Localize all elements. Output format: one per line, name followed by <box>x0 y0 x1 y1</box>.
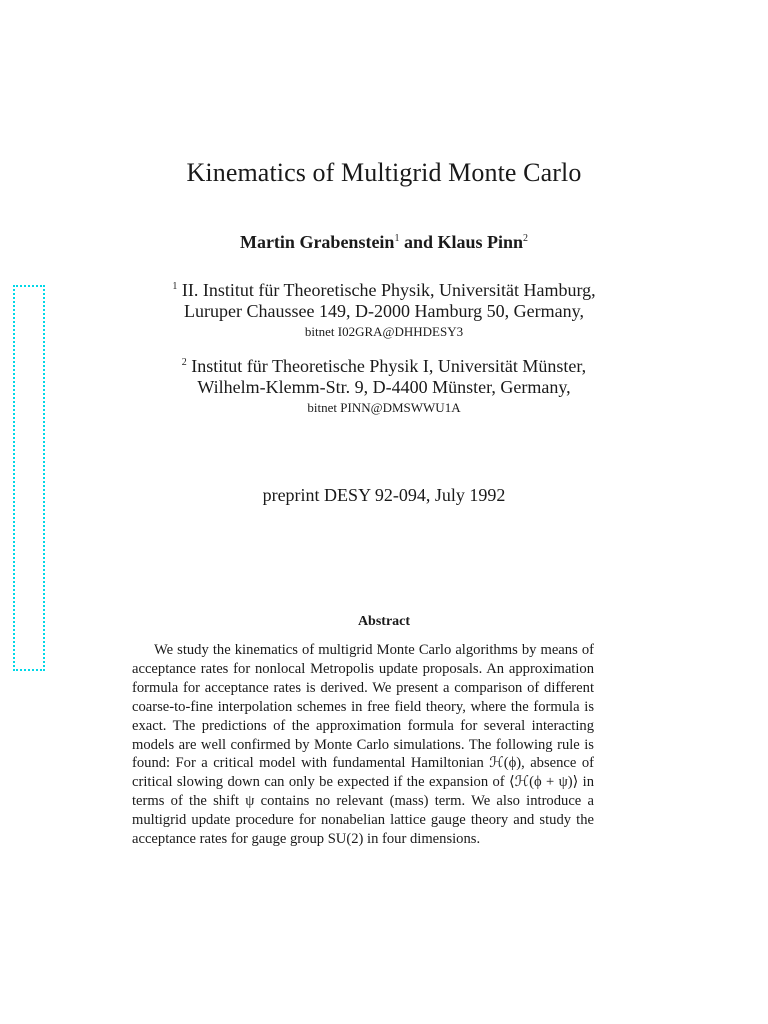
abstract-text: We study the kinematics of multigrid Monte Carlo algorithms by means of acceptance rates for nonlocal Metropolis update proposals. An approximation formula for acceptance rates is derived. We present a comparison of different coarse-to-fine interpolation schemes in free field theory, where the formula is exact. The predictions of the approximation formula for several interacting models are well confirmed by Monte Carlo simulations. The following rule is found: For a critical model with fundamental Hamiltonian ℋ(ϕ), absence of critical slowing down can only be expected if the expansion of ⟨ℋ(ϕ + ψ)⟩ in terms of the shift ψ contains no relevant (mass) term. We also introduce a multigrid update procedure for nonabelian lattice gauge theory and study the acceptance rates for gauge group SU(2) in four dimensions. <box>132 642 594 848</box>
author-mark-2: 2 <box>523 233 529 244</box>
author-name-2: Klaus Pinn <box>437 232 524 252</box>
affiliation-2-mark: 2 <box>181 357 187 368</box>
affiliation-2-address: Wilhelm-Klemm-Str. 9, D-4400 Münster, Germany, <box>197 377 571 397</box>
affiliation-1-line-1 <box>0 280 768 301</box>
author-connector: and <box>399 232 438 252</box>
affiliation-2-institute: Institut für Theoretische Physik I, Universität Münster, <box>191 356 587 376</box>
author-name-1: Martin Grabenstein <box>239 232 395 252</box>
abstract-heading: Abstract <box>357 614 411 629</box>
author-mark-1: 1 <box>394 233 400 244</box>
affiliation-2-line-1 <box>0 356 768 377</box>
affiliation-1-mark: 1 <box>172 281 178 292</box>
paper-title: Kinematics of Multigrid Monte Carlo <box>186 158 582 187</box>
affiliation-1-address: Luruper Chaussee 149, D-2000 Hamburg 50, Germany, <box>184 301 584 321</box>
affiliation-2 <box>0 356 768 417</box>
affiliation-1 <box>0 280 768 341</box>
affiliation-1-email: bitnet I02GRA@DHHDESY3 <box>304 324 464 339</box>
author-list <box>0 232 768 253</box>
affiliation-2-email: bitnet PINN@DMSWWU1A <box>307 400 461 415</box>
affiliation-1-institute: II. Institut für Theoretische Physik, Universität Hamburg, <box>181 280 596 300</box>
preprint-number: preprint DESY 92-094, July 1992 <box>262 485 506 505</box>
